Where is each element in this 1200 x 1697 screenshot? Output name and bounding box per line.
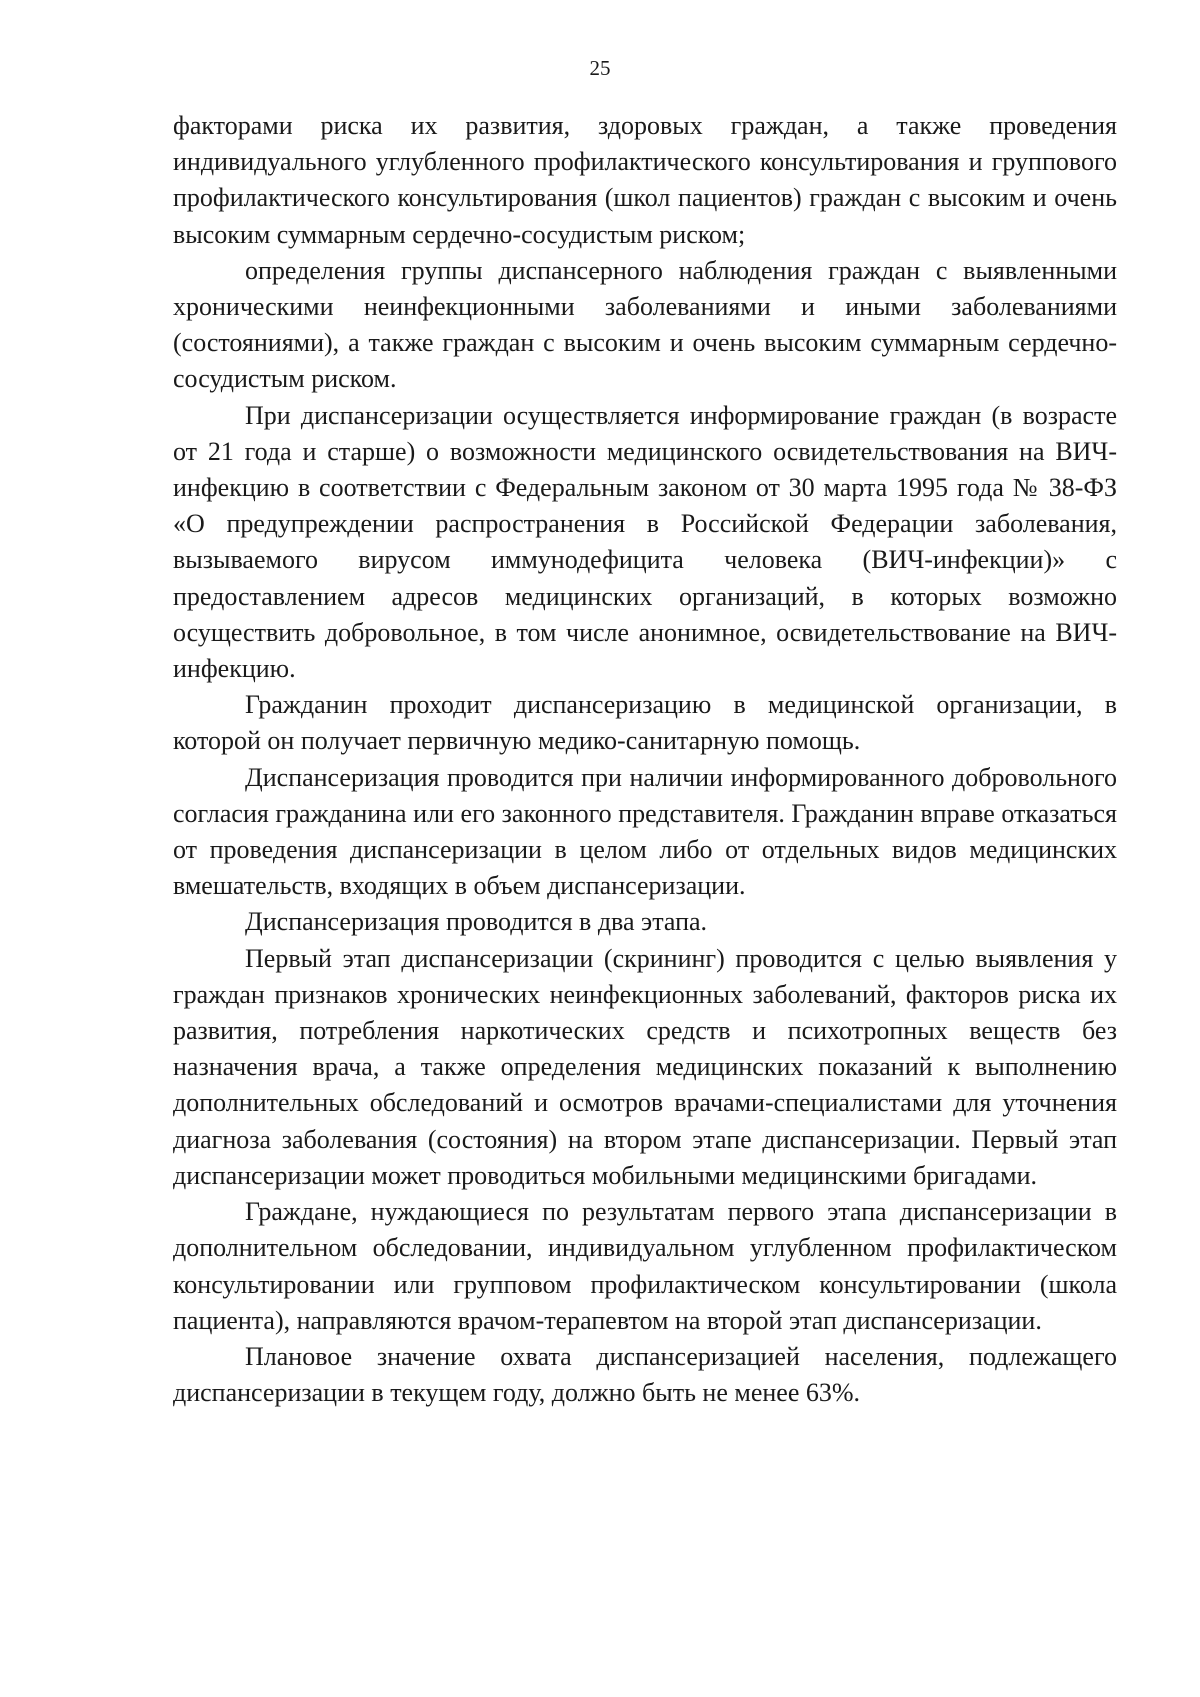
document-body: [173, 108, 1117, 1411]
paragraph-two-stages: Диспансеризация проводится в два этапа.: [245, 907, 708, 937]
paragraph-organization: Гражданин проходит диспансеризацию в медицинской организации, в которой он получает первичную медико-санитарную помощь.: [173, 690, 1117, 756]
paragraph-second-stage: Граждане, нуждающиеся по результатам первого этапа диспансеризации в дополнительном обследовании, индивидуальном углубленном профилактическом консультировании или групповом профилактическом консультировании (школа пациента), направляются врачом-терапевтом на второй этап диспансеризации.: [173, 1197, 1117, 1335]
paragraph-continuation: факторами риска их развития, здоровых граждан, а также проведения индивидуального углубленного профилактического консультирования и группового профилактического консультирования (школ пациентов) граждан с высоким и очень высоким суммарным сердечно-сосудистым риском;: [173, 111, 1117, 249]
paragraph-hiv-information: При диспансеризации осуществляется информирование граждан (в возрасте от 21 года и старше) о возможности медицинского освидетельствования на ВИЧ-инфекцию в соответствии с Федеральным законом от 30 марта 1995 года № 38-ФЗ «О предупреждении распространения в Российской Федерации заболевания, вызываемого вирусом иммунодефицита человека (ВИЧ-инфекции)» с предоставлением адресов медицинских организаций, в которых возможно осуществить добровольное, в том числе анонимное, освидетельствование на ВИЧ-инфекцию.: [173, 400, 1117, 684]
page-number: 25: [589, 56, 611, 80]
paragraph-coverage-target: Плановое значение охвата диспансеризацией населения, подлежащего диспансеризации в текущем году, должно быть не менее 63%.: [173, 1341, 1117, 1408]
paragraph-first-stage: Первый этап диспансеризации (скрининг) проводится с целью выявления у граждан признаков хронических неинфекционных заболеваний, факторов риска их развития, потребления наркотических средств и психотропных веществ без назначения врача, а также определения медицинских показаний к выполнению дополнительных обследований и осмотров врачами-специалистами для уточнения диагноза заболевания (состояния) на втором этапе диспансеризации. Первый этап диспансеризации может проводиться мобильными медицинскими бригадами.: [173, 943, 1117, 1190]
paragraph-consent: Диспансеризация проводится при наличии информированного добровольного согласия гражданина или его законного представителя. Гражданин вправе отказаться от проведения диспансеризации в целом либо от отдельных видов медицинских вмешательств, входящих в объем диспансеризации.: [173, 762, 1117, 901]
paragraph-monitoring-group: определения группы диспансерного наблюдения граждан с выявленными хроническими неинфекционными заболеваниями и иными заболеваниями (состояниями), а также граждан с высоким и очень высоким суммарным сердечно-сосудистым риском.: [173, 255, 1117, 394]
